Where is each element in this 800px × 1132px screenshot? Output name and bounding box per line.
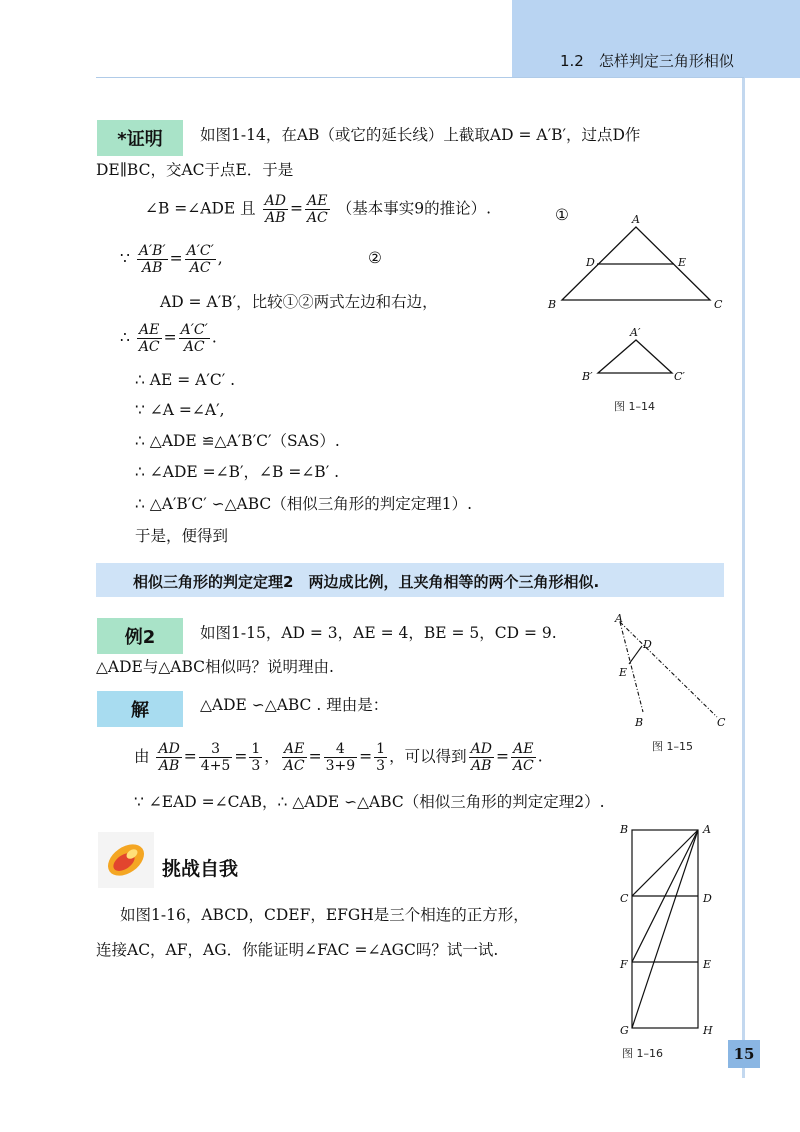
label-C2: C′: [674, 370, 685, 383]
label-D: D: [586, 256, 595, 269]
label-F: F: [620, 958, 628, 971]
header-rule: [96, 77, 744, 78]
segment-ag: [632, 830, 698, 1028]
solution-line-3: ∵ ∠EAD =∠CAB，∴ △ADE ∽△ABC（相似三角形的判定定理2）.: [134, 793, 605, 811]
challenge-line-1: 如图1-16，ABCD，CDEF，EFGH是三个相连的正方形，: [120, 906, 529, 924]
mark-1: ①: [555, 206, 569, 224]
proof-line-2: DE∥BC，交AC于点E．于是: [96, 161, 294, 179]
example-line-2: △ADE与△ABC相似吗？说明理由.: [96, 658, 334, 676]
example-tag: 例2: [97, 618, 183, 654]
proof-tag: *证明: [97, 120, 183, 156]
line-ac: [620, 622, 717, 717]
fig15-caption: 图 1–15: [652, 740, 693, 753]
label-H: H: [703, 1024, 713, 1037]
theorem-text: 相似三角形的判定定理2 两边成比例，且夹角相等的两个三角形相似.: [133, 573, 600, 591]
label-C: C: [717, 716, 726, 729]
solution-line-2: 由 $\frac{AD}{AB}$ = $\frac{3}{4+5}$ = $\frac{1}{3}$ ， $\frac{AE}{AC}$ = $\frac{4}{3+9}$ = $\frac{1}{3}$ ，可以得到 $\frac{AD}{AB}$ = $\frac{AE}{AC}$ .: [134, 741, 543, 774]
challenge-title: 挑战自我: [162, 858, 239, 880]
proof-line-6: ∴ $\frac{AE}{AC}$ = $\frac{A'C'}{AC}$ .: [120, 322, 217, 355]
segment-ac: [632, 830, 698, 896]
fig16-caption: 图 1–16: [622, 1047, 663, 1060]
label-E: E: [678, 256, 687, 269]
section-title: 1.2 怎样判定三角形相似: [560, 52, 734, 70]
proof-line-12: 于是，便得到: [135, 527, 229, 545]
challenge-line-2: 连接AC，AF，AG．你能证明∠FAC =∠AGC吗？试一试.: [96, 941, 499, 959]
fraction: $\frac{AE}{AC}$: [306, 193, 328, 226]
side-rule: [742, 78, 745, 1078]
proof-line-3: ∠B =∠ADE 且 $\frac{AD}{AB}$ = $\frac{AE}{AC}$ （基本事实9的推论）.: [145, 193, 491, 226]
label-A2: A′: [630, 326, 641, 339]
proof-line-8: ∵ ∠A =∠A′,: [135, 401, 225, 419]
example-line-1: 如图1-15，AD = 3，AE = 4，BE = 5，CD = 9.: [200, 624, 557, 642]
proof-line-5: AD = A′B′，比较①②两式左边和右边，: [160, 293, 438, 311]
solution-line-1: △ADE ∽△ABC . 理由是：: [200, 696, 389, 714]
fig14-caption: 图 1–14: [614, 400, 655, 413]
triangle-a2b2c2: [598, 340, 672, 373]
proof-line-7: ∴ AE = A′C′ .: [135, 371, 236, 389]
label-C: C: [620, 892, 629, 905]
label-B: B: [635, 716, 644, 729]
label-D: D: [643, 638, 652, 651]
label-A: A: [615, 612, 623, 625]
page-number: 15: [728, 1040, 760, 1068]
challenge-icon: [98, 832, 154, 888]
segment-de: [629, 646, 642, 664]
label-A: A: [703, 823, 711, 836]
label-G: G: [620, 1024, 629, 1037]
proof-line-11: ∴ △A′B′C′ ∽△ABC（相似三角形的判定定理1）.: [135, 495, 473, 513]
proof-line-4: ∵ $\frac{A'B'}{AB}$ = $\frac{A'C'}{AC}$ ,: [120, 243, 223, 276]
label-E: E: [703, 958, 712, 971]
figure-1-16: [616, 820, 721, 1040]
proof-line-9: ∴ △ADE ≌△A′B′C′（SAS）.: [135, 432, 340, 450]
mark-2: ②: [368, 249, 382, 267]
proof-line-1: 如图1-14，在AB（或它的延长线）上截取AD = A′B′，过点D作: [200, 126, 641, 144]
label-B: B: [548, 298, 557, 311]
label-E: E: [619, 666, 628, 679]
label-B2: B′: [582, 370, 593, 383]
label-B: B: [620, 823, 629, 836]
label-A: A: [632, 213, 640, 226]
solution-tag: 解: [97, 691, 183, 727]
figure-1-15: [605, 612, 735, 737]
figure-1-14: [540, 210, 730, 410]
proof-line-10: ∴ ∠ADE =∠B′，∠B =∠B′ .: [135, 463, 340, 481]
label-D: D: [703, 892, 712, 905]
fraction: $\frac{AD}{AB}$: [264, 193, 286, 226]
label-C: C: [714, 298, 723, 311]
